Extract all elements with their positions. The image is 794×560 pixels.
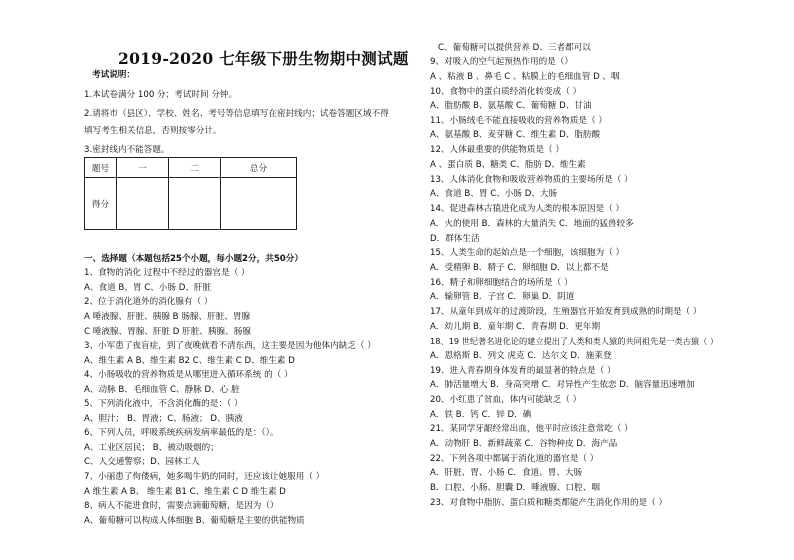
question-line: C 唾液腺、胃腺、肝脏 D 肝脏、胰腺、肠腺 <box>84 327 251 337</box>
question-line: 8、病人不能进食时，需要点滴葡萄糖，是因为（） <box>84 501 279 511</box>
question-line: A．肺活量增大 B．身高突增 C．对异性产生依恋 D．脑容量迅速增加 <box>430 380 695 390</box>
question-line: 6、下列人员，呼吸系统疾病发病率最低的是：（）。 <box>84 428 279 438</box>
question-line: A．输卵管 B．子宫 C．卵巢 D．阴道 <box>430 292 575 302</box>
instruction-line: 3.密封线内不能答题。 <box>84 145 170 155</box>
question-line: A 、蛋白质 B、糖类 C、脂肪 D、维生素 <box>430 160 586 170</box>
score-cell <box>169 178 221 230</box>
question-line: 20、小红患了贫血，体内可能缺乏（ ） <box>430 395 582 405</box>
question-line: A、维生素 A B、维生素 B2 C、维生素 C D、维生素 D <box>84 356 295 366</box>
score-cell <box>221 178 297 230</box>
question-line: A．铁 B．钙 C．锌 D．碘 <box>430 410 532 420</box>
question-line: A．肝脏、胃、小肠 C．食道、胃、大肠 <box>430 468 583 478</box>
question-line: 7、小丽患了佝偻病，她多喝牛奶的同时，还应该让她服用（ ） <box>84 472 325 482</box>
question-line: A．火的使用 B．森林的大量消失 C．地面的猛兽较多 <box>430 219 634 229</box>
question-line: 23、对食物中脂肪、蛋白质和糖类都能产生消化作用的是（ ） <box>430 498 668 508</box>
question-line: 2、位于消化道外的消化腺有（ ） <box>84 297 213 307</box>
section-heading: 一、选择题（本题包括25个小题，每小题2分，共50分） <box>84 254 303 264</box>
question-line: 5、下列消化液中，不含消化酶的是：（ ） <box>84 399 243 409</box>
question-line: 11、小肠绒毛不能直接吸收的营养物质是（ ） <box>430 116 607 126</box>
question-line: 13、人体消化食物和吸收营养物质的主要场所是（ ） <box>430 175 633 185</box>
question-line: 10、食物中的蛋白质经消化转变成（ ） <box>430 87 582 97</box>
question-line: A、氨基酸 B、麦芽糖 C、维生素 D、脂肪酸 <box>430 130 601 140</box>
question-line: A．恩格斯 B．列文 虎克 C．达尔文 D．施莱登 <box>430 351 612 361</box>
table-header: 一 <box>117 158 169 178</box>
question-line: 22、下列各项中都属于消化道的器官是（ ） <box>430 454 599 464</box>
question-line: 3、小军患了夜盲症，到了夜晚就看不清东西，这主要是因为他体内缺乏（ ） <box>84 341 376 351</box>
question-line: A 、粘液 B 、鼻毛 C 、粘膜上的毛细血管 D 、咽 <box>430 72 620 82</box>
question-line: A、脂肪酸 B、氨基酸 C、葡萄糖 D、甘油 <box>430 101 592 111</box>
question-line: 12、人体最重要的供能物质是（ ） <box>430 145 564 155</box>
question-line: C、人交通警察；D、园林工人 <box>84 457 200 467</box>
question-line: A 唾液腺、肝脏、胰腺 B 肠腺、肝脏、胃腺 <box>84 312 251 322</box>
table-header: 题号 <box>85 158 117 178</box>
score-table <box>84 157 297 230</box>
question-line: A、胆汁； B、胃液；C、肠液； D、胰液 <box>84 414 243 424</box>
table-row-label: 得分 <box>85 178 117 230</box>
question-line: A．受精卵 B．精子 C．卵细胞 D．以上都不是 <box>430 263 609 273</box>
question-line: A、食道 B、胃 C、小肠 D、肝脏 <box>84 283 212 293</box>
page-title: 2019-2020 七年级下册生物期中测试题 <box>118 49 409 68</box>
question-line: A、葡萄糖可以构成人体细胞 B、葡萄糖是主要的供能物质 <box>84 516 305 526</box>
table-header: 二 <box>169 158 221 178</box>
instruction-line: 2.请将市（县区）、学校、姓名、考号等信息填写在密封线内；试卷答题区域不得 <box>84 109 389 119</box>
question-line: A．动物肝 B．新鲜蔬菜 C．谷物种皮 D．海产品 <box>430 439 618 449</box>
question-line: D．群体生活 <box>430 234 480 244</box>
question-line: A 维生素 A B、 维生素 B1 C、维生素 C D 维生素 D <box>84 487 286 497</box>
question-line: 21、某同学牙龈经常出血，他平时应该注意常吃（ ） <box>430 424 633 434</box>
question-line: A、食道 B、胃 C、小肠 D、大肠 <box>430 189 558 199</box>
question-line: 14、促进森林古猿进化成为人类的根本原因是（ ） <box>430 204 625 214</box>
question-line: 17、从童年到成年的过渡阶段，生殖器官开始发育到成熟的时期是（ ） <box>430 307 702 317</box>
question-line: B．口腔、小肠、胆囊 D．唾液腺、口腔、咽 <box>430 483 600 493</box>
question-line: A、工业区居民； B、被动吸烟的； <box>84 443 219 453</box>
question-line: 16、精子和卵细胞结合的场所是（ ） <box>430 278 573 288</box>
instructions-heading: 考试说明： <box>92 70 135 80</box>
question-line: 19、进入青春期身体发育的最显著的特点是（ ） <box>430 366 616 376</box>
instruction-line: 填写考生相关信息，否则按零分计。 <box>84 126 222 136</box>
question-line: 15、人类生命的起始点是一个细胞，该细胞为（ ） <box>430 248 625 258</box>
score-cell <box>117 178 169 230</box>
instruction-line: 1.本试卷满分 100 分；考试时间 分钟。 <box>84 90 238 100</box>
question-line: C、葡萄糖可以提供营养 D、三者都可以 <box>438 43 591 53</box>
question-line: 4、小肠吸收的营养物质是从哪里进入循环系统 的（ ） <box>84 370 293 380</box>
question-line: A．幼儿期 B．童年期 C．青春期 D．更年期 <box>430 322 601 332</box>
table-header: 总分 <box>221 158 297 178</box>
question-line: A、动脉 B、毛细血管 C、静脉 D、心 脏 <box>84 385 240 395</box>
question-line: 9、对吸入的空气起预热作用的是（） <box>430 57 573 67</box>
question-line: 1、食物的消化 过程中不经过的器官是（ ） <box>84 268 250 278</box>
question-line: 18、19 世纪著名进化论的建立提出了人类和类人猿的共同祖先是一类古猿（ ） <box>430 336 719 346</box>
